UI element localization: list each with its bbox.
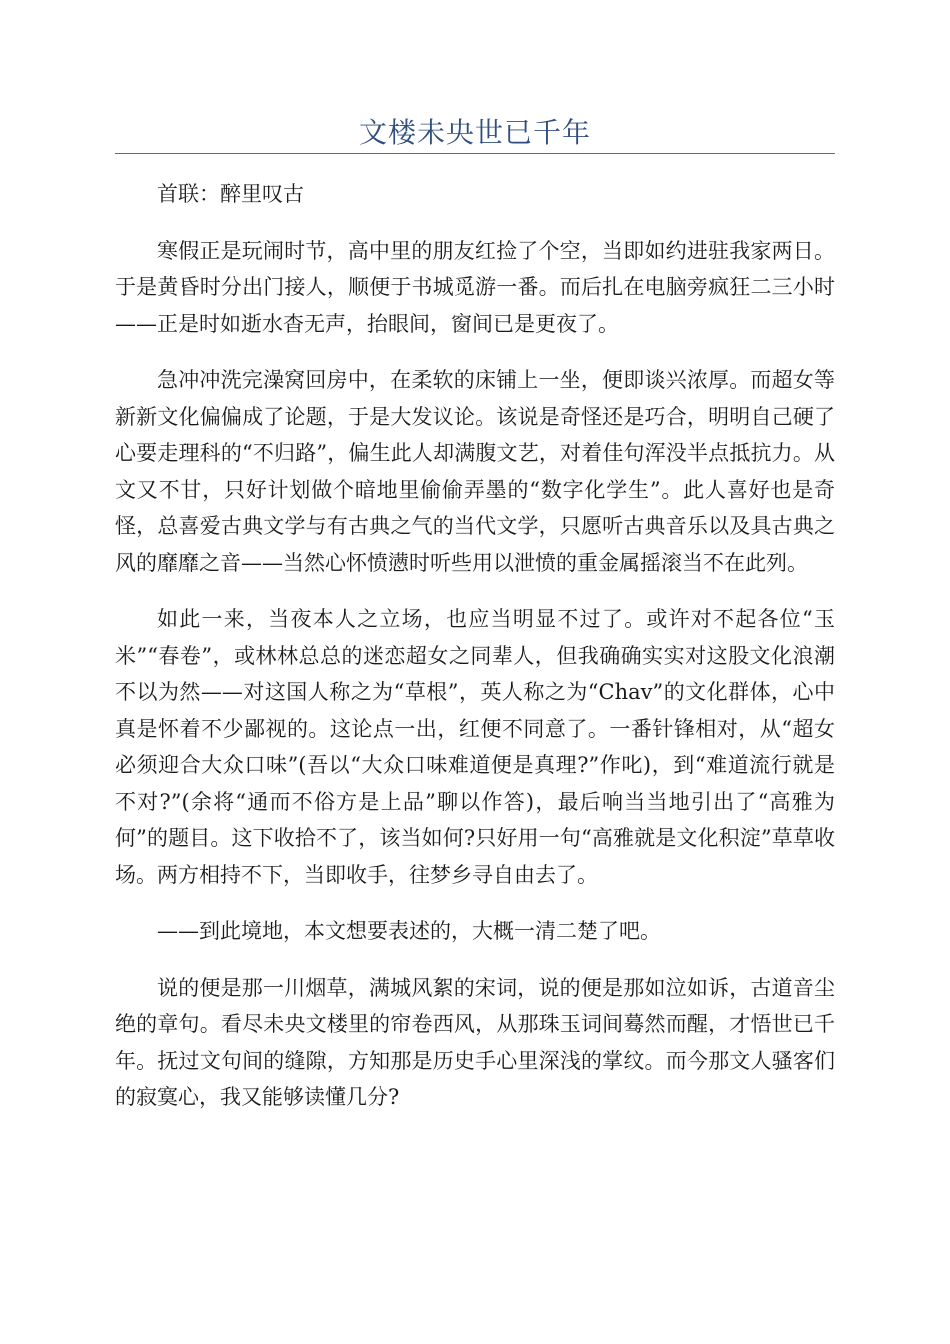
document-body bbox=[115, 176, 835, 1136]
paragraph-5: 说的便是那一川烟草，满城风絮的宋词，说的便是那如泣如诉，古道音尘绝的章句。看尽未央文楼里的帘卷西风，从那珠玉词间蓦然而醒，才悟世已千年。抚过文句间的缝隙，方知那是历史手心里深浅的掌纹。而今那文人骚客们的寂寞心，我又能够读懂几分? bbox=[115, 975, 835, 1109]
document-title: 文楼未央世已千年 bbox=[358, 116, 591, 149]
paragraph-1: 寒假正是玩闹时节，高中里的朋友红捡了个空，当即如约进驻我家两日。于是黄昏时分出门接人，顺便于书城觅游一番。而后扎在电脑旁疯狂二三小时——正是时如逝水杳无声，抬眼间，窗间已是更夜了。 bbox=[115, 238, 835, 336]
paragraph-2: 急冲冲洗完澡窝回房中，在柔软的床铺上一坐，便即谈兴浓厚。而超女等新新文化偏偏成了论题，于是大发议论。该说是奇怪还是巧合，明明自己硬了心要走理科的“不归路”，偏生此人却满腹文艺，对着佳句浑没半点抵抗力。从文又不甘，只好计划做个暗地里偷偷弄墨的“数字化学生”。此人喜好也是奇怪，总喜爱古典文学与有古典之气的当代文学，只愿听古典音乐以及具古典之风的靡靡之音——当然心怀愤懑时听些用以泄愤的重金属摇滚当不在此列。 bbox=[115, 368, 835, 575]
paragraph-4: ——到此境地，本文想要表述的，大概一清二楚了吧。 bbox=[157, 919, 661, 943]
title-underline bbox=[115, 153, 835, 154]
section-heading: 首联：醉里叹古 bbox=[157, 182, 304, 206]
paragraph-3: 如此一来，当夜本人之立场，也应当明显不过了。或许对不起各位“玉米”“春卷”，或林林总总的迷恋超女之同辈人，但我确确实实对这股文化浪潮不以为然——对这国人称之为“草根”，英人称之为“Chav”的文化群体，心中真是怀着不少鄙视的。这论点一出，红便不同意了。一番针锋相对，从“超女必须迎合大众口味”(吾以“大众口味难道便是真理?”作叱)，到“难道流行就是不对?”(余将“通而不俗方是上品”聊以作答)，最后响当当地引出了“高雅为何”的题目。这下收拾不了，该当如何?只好用一句“高雅就是文化积淀”草草收场。两方相持不下，当即收手，往梦乡寻自由去了。 bbox=[115, 607, 835, 887]
